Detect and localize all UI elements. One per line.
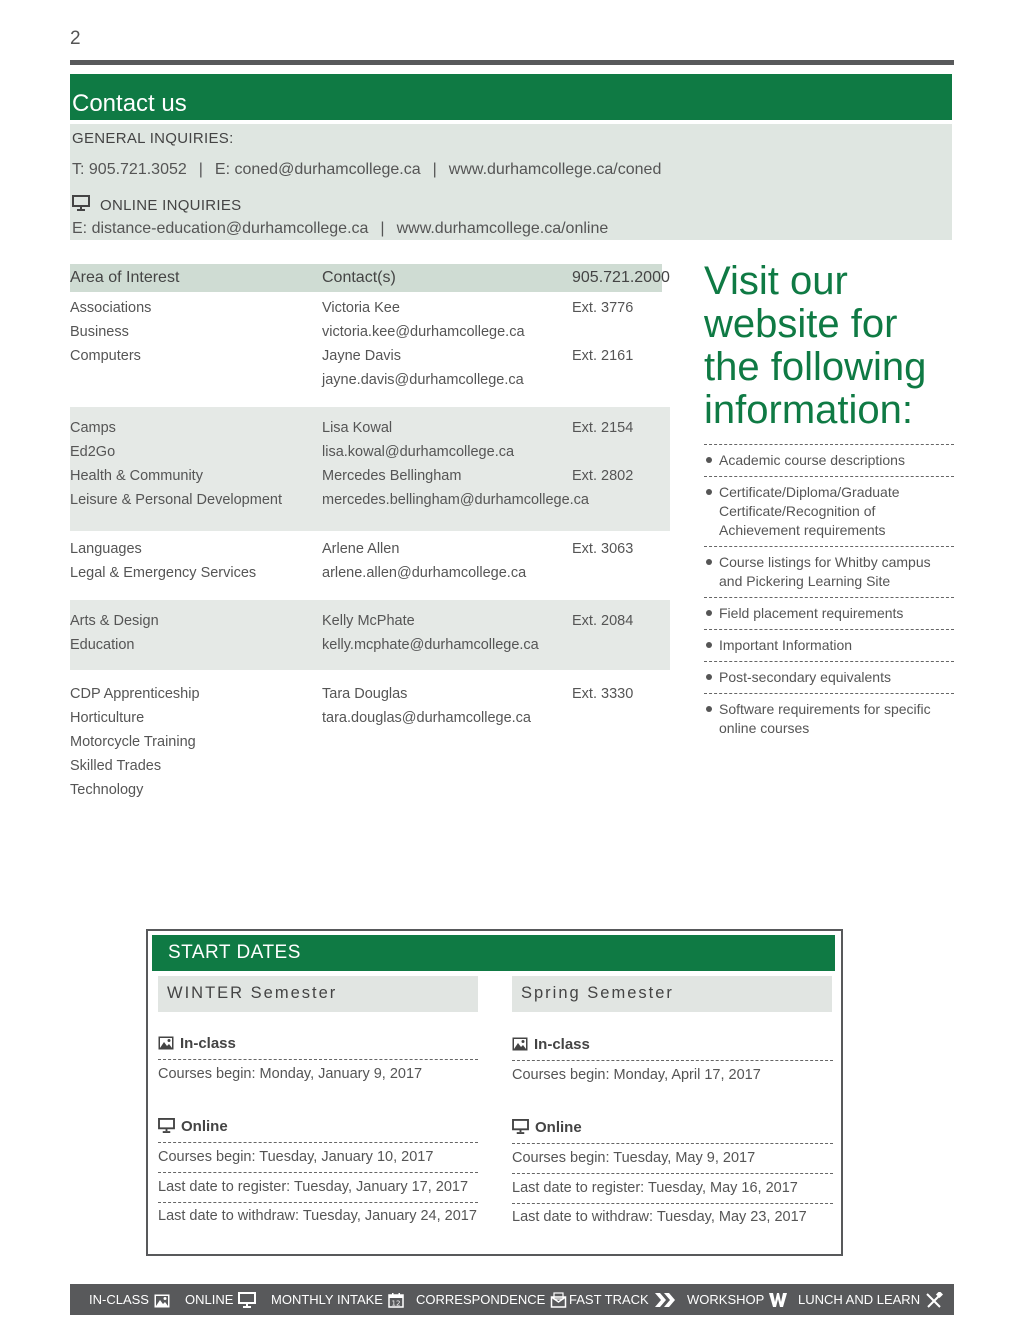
- divider: [158, 1059, 478, 1060]
- calendar-icon: [388, 1292, 404, 1308]
- register-deadline: Last date to register: Tuesday, January 17, 2017: [158, 1179, 469, 1195]
- contact-name: Mercedes Bellingham: [322, 468, 462, 484]
- legend-lunch-and-learn: LUNCH AND LEARN: [798, 1292, 943, 1308]
- divider: [158, 1142, 478, 1143]
- contact-email[interactable]: arlene.allen@durhamcollege.ca: [322, 565, 527, 581]
- legend-fast-track: FAST TRACK: [569, 1292, 676, 1308]
- semester-title: WINTER Semester: [167, 984, 338, 1002]
- area-cell: Business: [70, 324, 129, 340]
- contact-title: Contact us: [72, 90, 187, 117]
- divider: [512, 1143, 833, 1144]
- withdraw-deadline: Last date to withdraw: Tuesday, May 23, 2017: [512, 1209, 807, 1225]
- register-deadline: Last date to register: Tuesday, May 16, 2017: [512, 1180, 798, 1196]
- col-header-contacts: Contact(s): [322, 269, 396, 286]
- monitor-icon: [72, 195, 90, 216]
- start-dates-title: START DATES: [168, 942, 301, 963]
- area-cell: Skilled Trades: [70, 758, 162, 774]
- divider: [512, 1203, 833, 1204]
- phone-number: T: 905.721.3052: [72, 161, 187, 178]
- col-header-phone: 905.721.2000: [572, 269, 670, 286]
- divider: [512, 1173, 833, 1174]
- online-begin: Courses begin: Tuesday, May 9, 2017: [512, 1150, 756, 1166]
- online-inquiries-label: ONLINE INQUIRIES: [100, 197, 242, 214]
- divider: [158, 1172, 478, 1173]
- table-band: [70, 600, 670, 670]
- list-item: Important Information: [704, 629, 954, 661]
- picture-icon: [512, 1037, 528, 1051]
- contact-ext: Ext. 2161: [572, 348, 634, 364]
- separator: |: [380, 220, 385, 237]
- visit-heading-line: the following: [704, 345, 927, 389]
- inclass-begin: Courses begin: Monday, January 9, 2017: [158, 1066, 423, 1082]
- top-rule: [70, 60, 954, 65]
- winter-semester-header: [158, 976, 478, 1012]
- contact-header: [70, 74, 952, 120]
- page-number: 2: [70, 28, 81, 49]
- contact-name: Kelly McPhate: [322, 613, 415, 629]
- monitor-icon: [512, 1119, 529, 1134]
- footer-legend: [70, 1284, 954, 1315]
- email-link[interactable]: E: coned@durhamcollege.ca: [214, 161, 421, 178]
- divider: [512, 1060, 833, 1061]
- contact-name: Lisa Kowal: [322, 420, 393, 436]
- fork-knife-icon: [925, 1292, 943, 1308]
- divider: [158, 1202, 478, 1203]
- general-inquiries-label: GENERAL INQUIRIES:: [72, 130, 234, 147]
- contact-ext: Ext. 3330: [572, 686, 634, 702]
- contact-email[interactable]: jayne.davis@durhamcollege.ca: [322, 372, 524, 388]
- list-item: Certificate/Diploma/Graduate Certificate/Recognition of Achievement requirements: [704, 476, 954, 546]
- contact-email[interactable]: kelly.mcphate@durhamcollege.ca: [322, 637, 539, 653]
- contact-ext: Ext. 2084: [572, 613, 634, 629]
- visit-heading-line: website for: [704, 302, 898, 346]
- area-cell: Ed2Go: [70, 444, 116, 460]
- contact-ext: Ext. 2802: [572, 468, 634, 484]
- table-header: [70, 264, 670, 292]
- contact-email[interactable]: victoria.kee@durhamcollege.ca: [322, 324, 525, 340]
- list-item: Academic course descriptions: [704, 444, 954, 476]
- mail-icon: [550, 1292, 567, 1308]
- legend-correspondence: CORRESPONDENCE: [416, 1292, 567, 1308]
- withdraw-deadline: Last date to withdraw: Tuesday, January 24, 2017: [158, 1208, 477, 1224]
- online-label: Online: [512, 1119, 582, 1136]
- area-cell: Languages: [70, 541, 142, 557]
- contact-ext: Ext. 3063: [572, 541, 634, 557]
- area-cell: Camps: [70, 420, 116, 436]
- contact-email[interactable]: mercedes.bellingham@durhamcollege.ca: [322, 492, 589, 508]
- start-dates-header: [152, 935, 835, 971]
- workshop-w-icon: [769, 1292, 787, 1308]
- inclass-label: In-class: [158, 1035, 236, 1052]
- contact-name: Victoria Kee: [322, 300, 400, 316]
- area-cell: Education: [70, 637, 135, 653]
- inclass-begin: Courses begin: Monday, April 17, 2017: [512, 1067, 761, 1083]
- inclass-label: In-class: [512, 1036, 590, 1053]
- col-header-area: Area of Interest: [70, 269, 180, 286]
- separator: |: [432, 161, 437, 178]
- monitor-icon: [158, 1118, 175, 1133]
- double-chevron-icon: [654, 1292, 676, 1308]
- visit-website-heading: [704, 260, 954, 432]
- online-begin: Courses begin: Tuesday, January 10, 2017: [158, 1149, 434, 1165]
- online-label: Online: [158, 1118, 228, 1135]
- area-cell: Computers: [70, 348, 141, 364]
- visit-heading-line: Visit our: [704, 259, 848, 303]
- contact-name: Tara Douglas: [322, 686, 408, 702]
- online-inquiries-line: [72, 220, 608, 238]
- list-item: Post-secondary equivalents: [704, 661, 954, 693]
- picture-icon: [158, 1036, 174, 1050]
- general-inquiries-line: [72, 161, 661, 179]
- contact-name: Jayne Davis: [322, 348, 401, 364]
- area-cell: Horticulture: [70, 710, 145, 726]
- legend-online: ONLINE: [185, 1292, 256, 1308]
- area-cell: Leisure & Personal Development: [70, 492, 282, 508]
- area-cell: Arts & Design: [70, 613, 159, 629]
- online-email-link[interactable]: E: distance-education@durhamcollege.ca: [72, 220, 369, 237]
- visit-heading-line: information:: [704, 388, 913, 432]
- monitor-icon: [238, 1292, 256, 1308]
- area-cell: Motorcycle Training: [70, 734, 196, 750]
- area-cell: Legal & Emergency Services: [70, 565, 257, 581]
- web-link[interactable]: www.durhamcollege.ca/coned: [448, 161, 662, 178]
- list-item: Field placement requirements: [704, 597, 954, 629]
- area-cell: Technology: [70, 782, 144, 798]
- legend-workshop: WORKSHOP: [687, 1292, 787, 1308]
- contact-email[interactable]: tara.douglas@durhamcollege.ca: [322, 710, 531, 726]
- area-cell: Associations: [70, 300, 152, 316]
- separator: |: [198, 161, 203, 178]
- spring-semester-header: [512, 976, 832, 1012]
- legend-inclass: IN-CLASS: [89, 1292, 170, 1308]
- area-cell: CDP Apprenticeship: [70, 686, 200, 702]
- picture-icon: [154, 1294, 170, 1308]
- list-item: Course listings for Whitby campus and Pickering Learning Site: [704, 546, 954, 597]
- online-web-link[interactable]: www.durhamcollege.ca/online: [396, 220, 609, 237]
- area-cell: Health & Community: [70, 468, 203, 484]
- list-item: Software requirements for specific online courses: [704, 693, 954, 744]
- svg-text:12: 12: [391, 1299, 401, 1308]
- semester-title: Spring Semester: [521, 984, 674, 1002]
- contact-email[interactable]: lisa.kowal@durhamcollege.ca: [322, 444, 515, 460]
- contact-name: Arlene Allen: [322, 541, 400, 557]
- visit-info-list: [704, 444, 954, 744]
- contact-ext: Ext. 2154: [572, 420, 634, 436]
- contact-ext: Ext. 3776: [572, 300, 634, 316]
- legend-monthly-intake: MONTHLY INTAKE 12: [271, 1292, 404, 1308]
